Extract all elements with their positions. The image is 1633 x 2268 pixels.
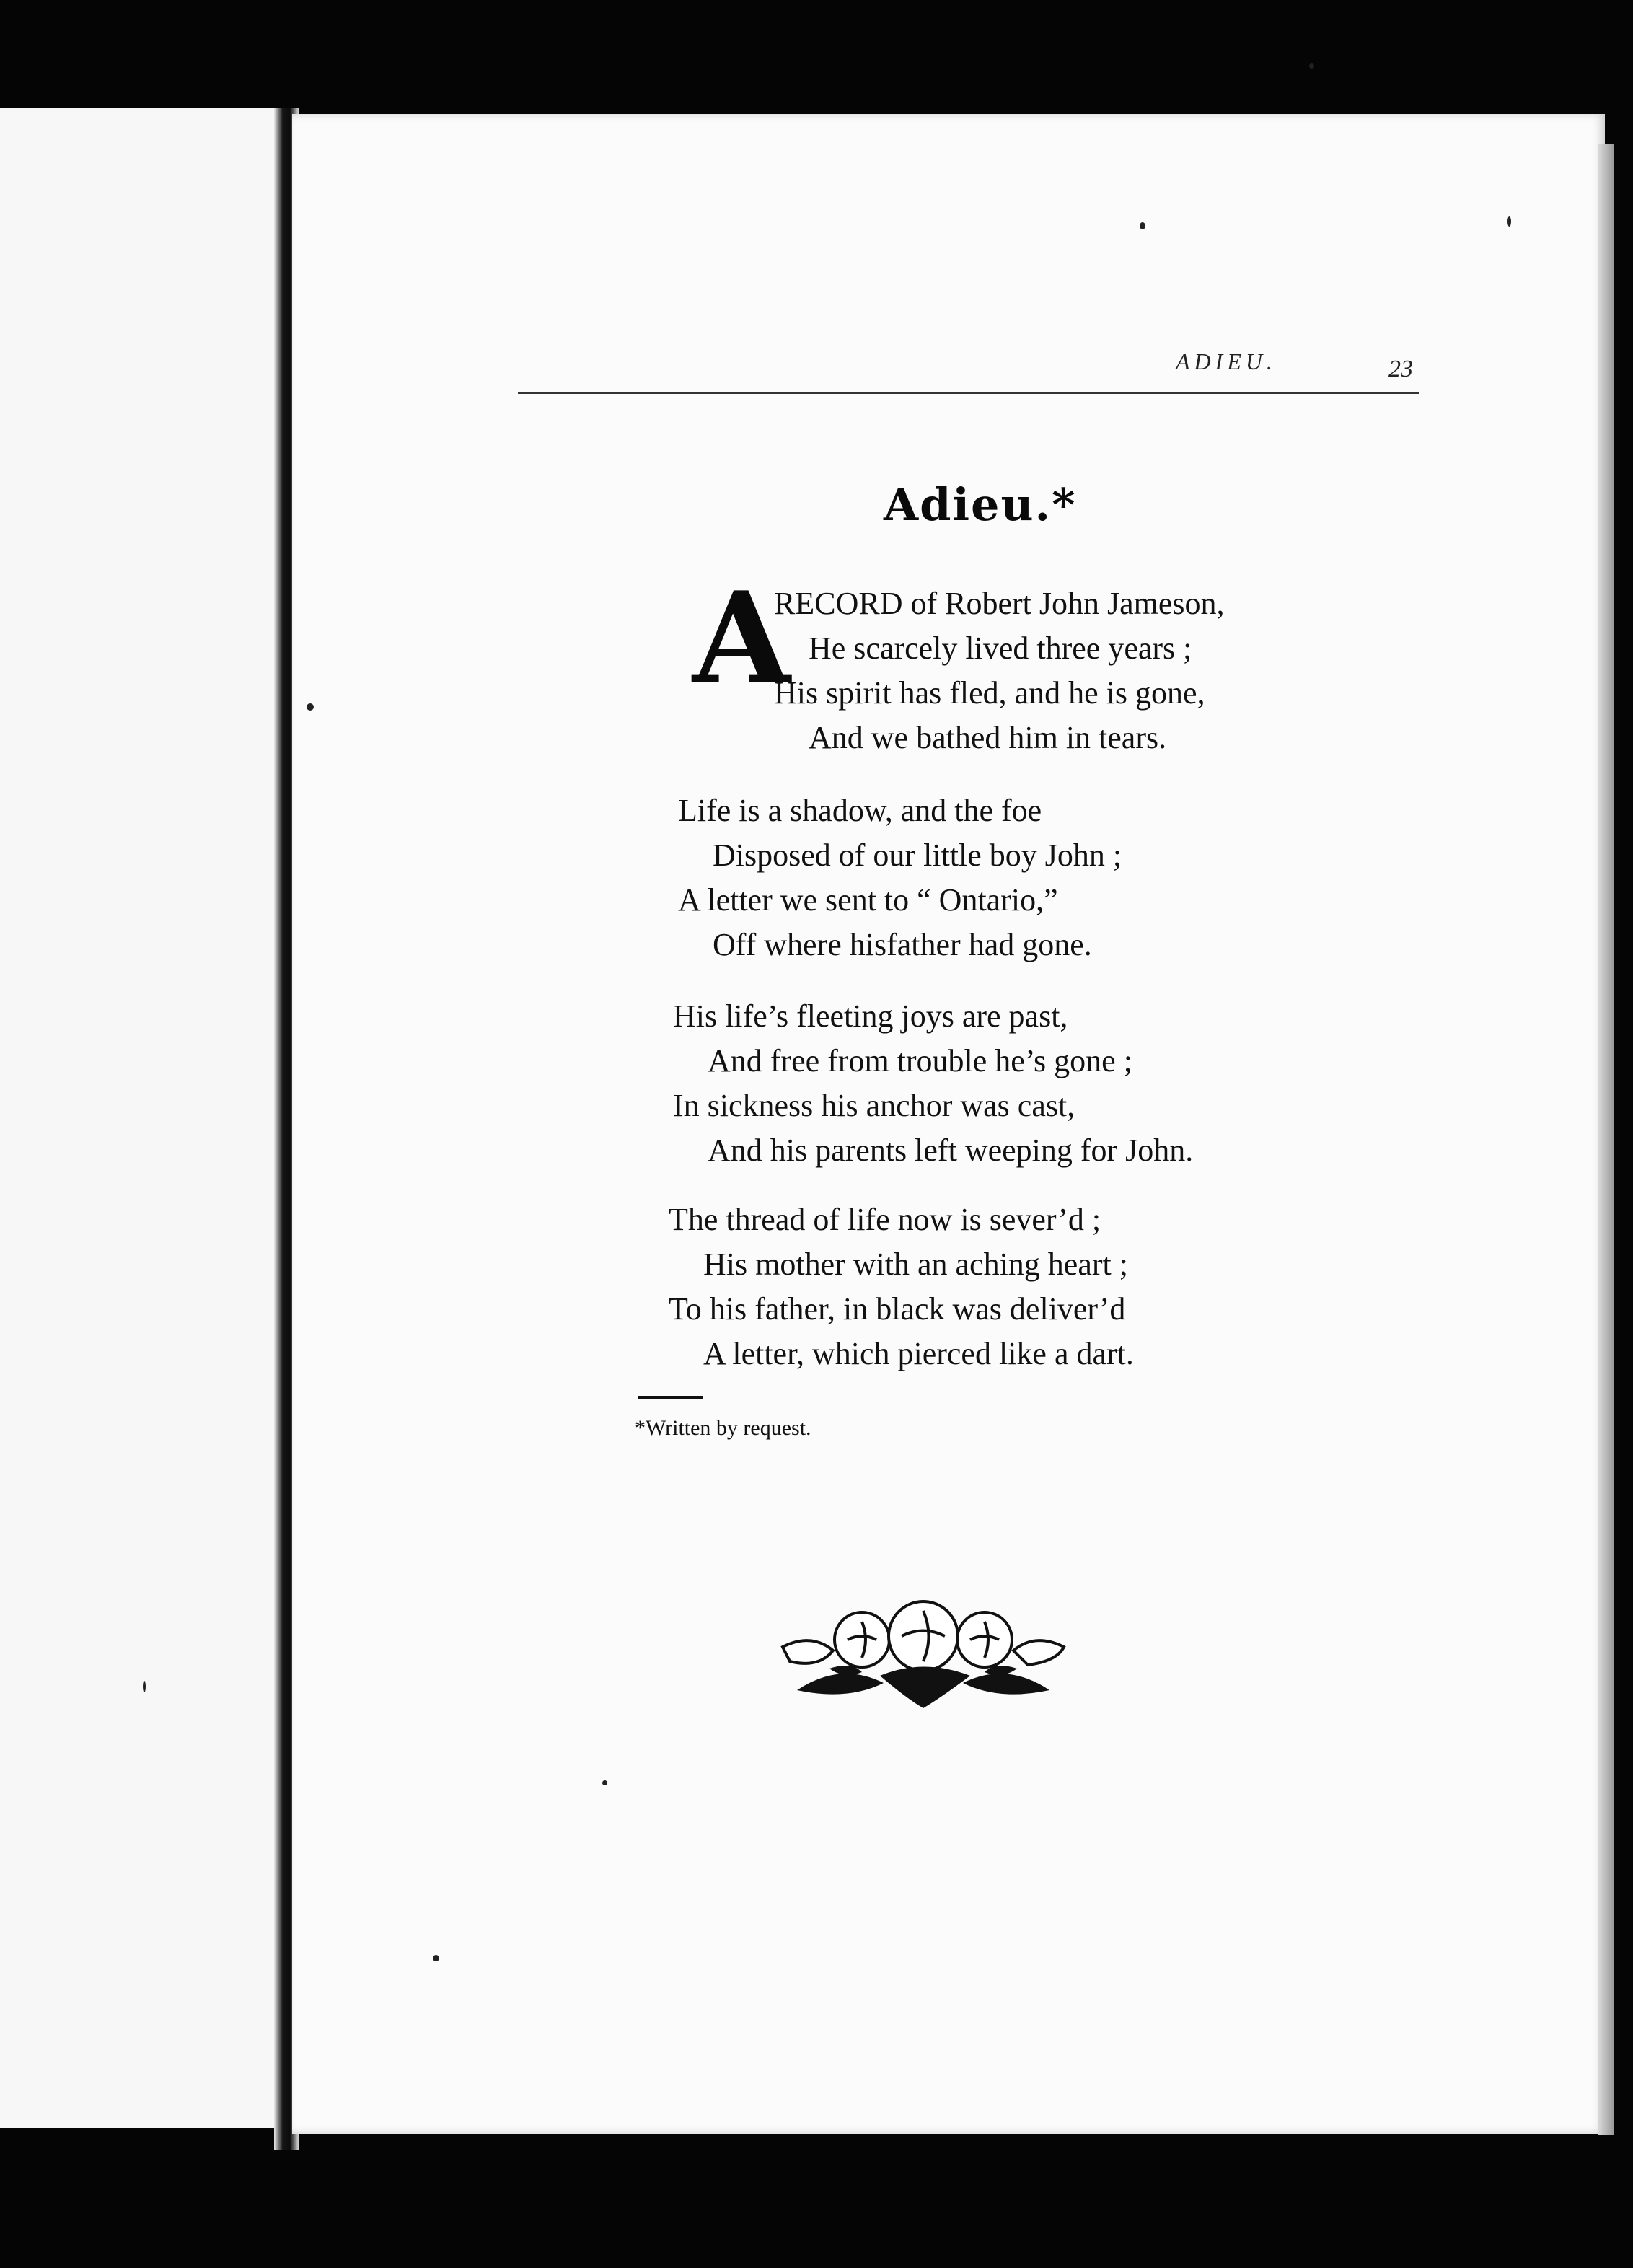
header-rule (518, 392, 1419, 394)
left-page (0, 108, 296, 2128)
dust-speck (143, 1681, 146, 1692)
poem-line: Disposed of our little boy John ; (713, 838, 1122, 873)
right-page (292, 114, 1605, 2134)
stanza-1 (774, 581, 1225, 760)
running-title: ADIEU. (1176, 348, 1277, 374)
poem-line: He scarcely lived three years ; (809, 630, 1192, 666)
poem-line: His spirit has fled, and he is gone, (774, 675, 1205, 711)
dust-speck (1309, 63, 1314, 69)
poem-line: The thread of life now is sever’d ; (669, 1202, 1101, 1237)
stanza-4 (669, 1197, 1134, 1376)
drop-cap-letter: A (692, 565, 791, 713)
poem-line: A letter we sent to “ Ontario,” (678, 882, 1058, 918)
poem-line: His mother with an aching heart ; (703, 1247, 1128, 1282)
poem-title: Adieu.* (884, 478, 1077, 531)
footnote-rule (638, 1396, 703, 1399)
poem-line: To his father, in black was deliver’d (669, 1291, 1126, 1327)
poem-line: Off where hisfather had gone. (713, 927, 1092, 962)
poem-line: And free from trouble he’s gone ; (708, 1043, 1132, 1078)
poem-line: A letter, which pierced like a dart. (703, 1336, 1134, 1371)
footnote: *Written by request. (635, 1416, 811, 1440)
page-number: 23 (1388, 356, 1413, 382)
floral-ornament-icon (754, 1589, 1093, 1719)
poem-line: RECORD of Robert John Jameson, (774, 586, 1225, 621)
dust-speck (433, 1955, 439, 1961)
dust-speck (1140, 222, 1145, 229)
poem-line: And his parents left weeping for John. (708, 1133, 1194, 1168)
dust-speck (1507, 216, 1511, 227)
poem-line: And we bathed him in tears. (809, 720, 1167, 755)
poem-line: His life’s fleeting joys are past, (673, 998, 1068, 1034)
poem-line: In sickness his anchor was cast, (673, 1088, 1075, 1123)
poem-line: Life is a shadow, and the foe (678, 793, 1042, 828)
stanza-2 (678, 788, 1122, 967)
stanza-3 (673, 994, 1193, 1173)
dust-speck (307, 703, 314, 711)
dust-speck (602, 1780, 607, 1785)
page-edge (1598, 144, 1614, 2135)
